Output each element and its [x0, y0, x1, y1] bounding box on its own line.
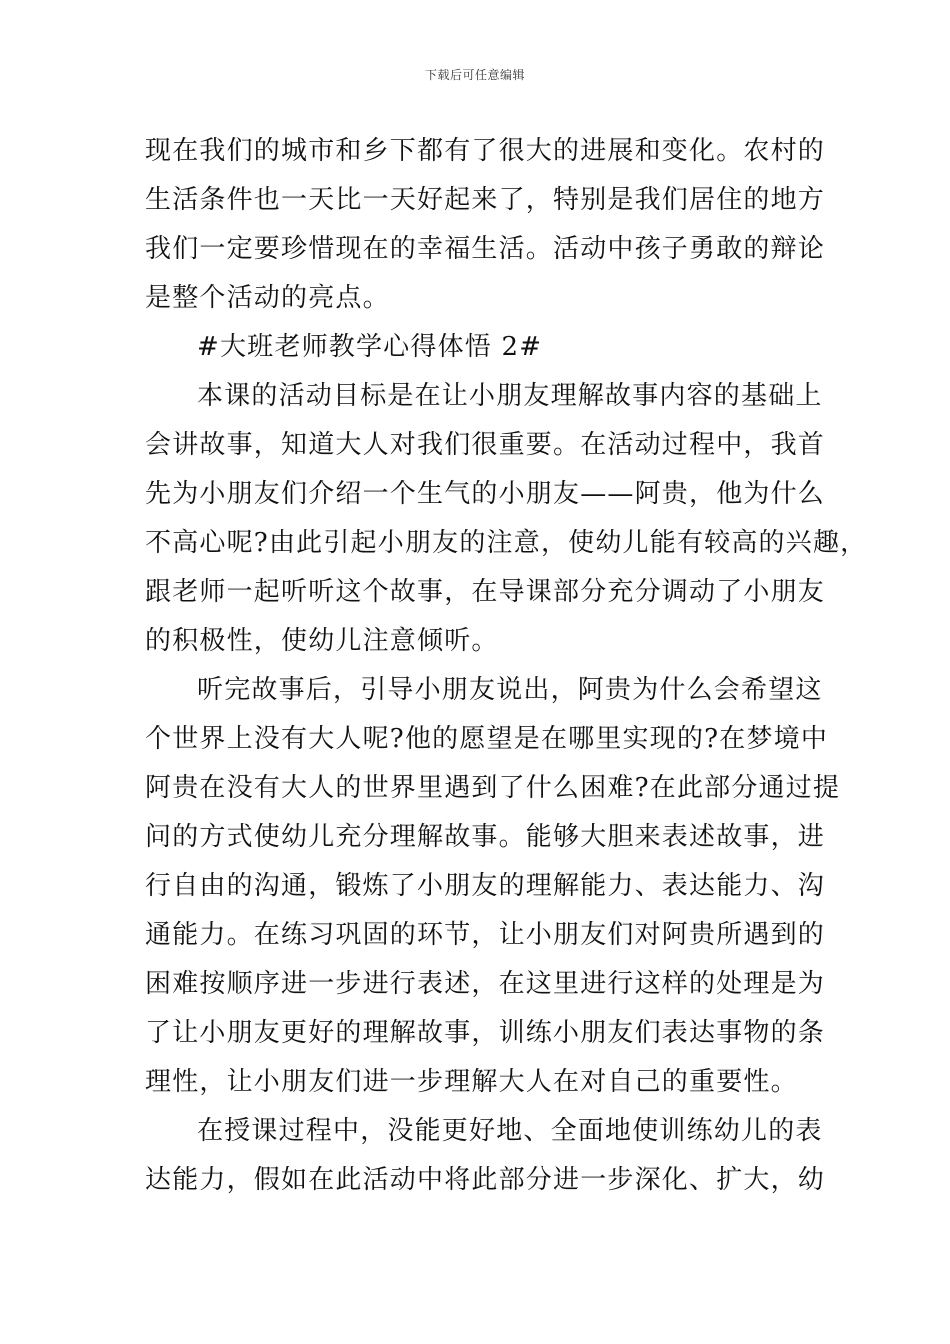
text-line: 通能力。在练习巩固的环节，让小朋友们对阿贵所遇到的: [145, 920, 826, 950]
text-line: 个世界上没有大人呢?他的愿望是在哪里实现的?在梦境中: [145, 724, 829, 754]
text-line: 了让小朋友更好的理解故事，训练小朋友们表达事物的条: [145, 1018, 826, 1048]
text-line: 跟老师一起听听这个故事，在导课部分充分调动了小朋友: [145, 577, 826, 607]
text-line: 本课的活动目标是在让小朋友理解故事内容的基础上: [197, 381, 823, 411]
text-line: 生活条件也一天比一天好起来了，特别是我们居住的地方: [145, 185, 826, 215]
text-line: 达能力，假如在此活动中将此部分进一步深化、扩大，幼: [145, 1165, 826, 1195]
text-line: 是整个活动的亮点。: [145, 283, 390, 313]
text-line: 行自由的沟通，锻炼了小朋友的理解能力、表达能力、沟: [145, 871, 826, 901]
text-line: 阿贵在没有大人的世界里遇到了什么困难?在此部分通过提: [145, 773, 841, 803]
text-line: 问的方式使幼儿充分理解故事。能够大胆来表述故事，进: [145, 822, 826, 852]
text-line: 在授课过程中，没能更好地、全面地使训练幼儿的表: [197, 1116, 823, 1146]
text-line: 理性，让小朋友们进一步理解大人在对自己的重要性。: [145, 1067, 798, 1097]
text-line: 先为小朋友们介绍一个生气的小朋友——阿贵，他为什么: [145, 479, 826, 509]
text-line: 困难按顺序进一步进行表述，在这里进行这样的处理是为: [145, 969, 826, 999]
text-line: 我们一定要珍惜现在的幸福生活。活动中孩子勇敢的辩论: [145, 234, 826, 264]
text-line: 会讲故事，知道大人对我们很重要。在活动过程中，我首: [145, 430, 826, 460]
text-line: 的积极性，使幼儿注意倾听。: [145, 626, 499, 656]
text-line: 听完故事后，引导小朋友说出，阿贵为什么会希望这: [197, 675, 823, 705]
document-body: [145, 127, 868, 1205]
header-note: 下载后可任意编辑: [424, 68, 525, 82]
text-line: 现在我们的城市和乡下都有了很大的进展和变化。农村的: [145, 136, 826, 166]
section-heading: #大班老师教学心得体悟 2#: [197, 332, 543, 362]
text-line: 不高心呢?由此引起小朋友的注意，使幼儿能有较高的兴趣，: [145, 528, 868, 558]
